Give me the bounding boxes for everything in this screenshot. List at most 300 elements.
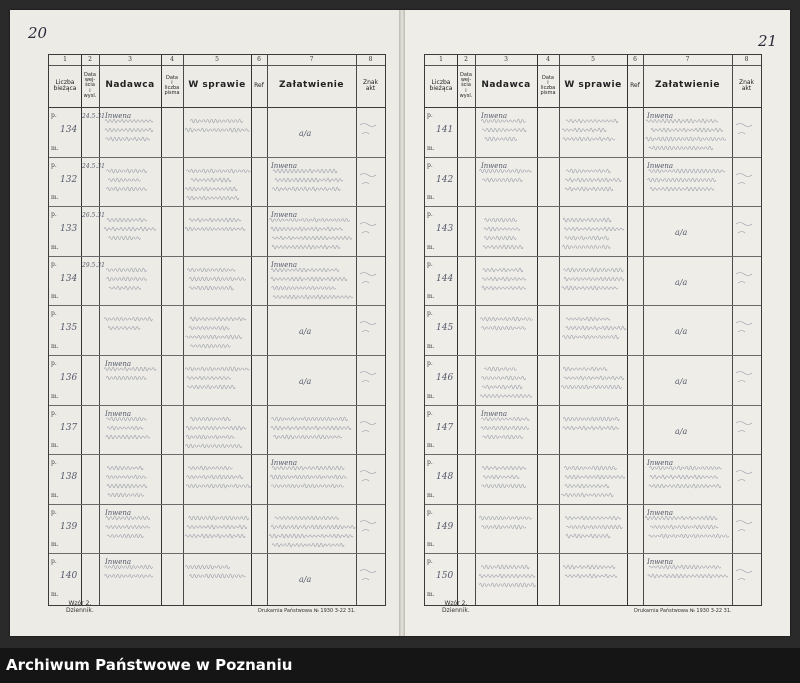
column-number: 1 <box>425 55 457 66</box>
form-wzor-left <box>66 601 94 614</box>
register-table-left <box>48 54 386 606</box>
handwriting-stroke <box>186 484 250 488</box>
table-row <box>425 454 761 504</box>
row-m-mark: m. <box>427 342 435 350</box>
handwriting-stroke <box>566 317 610 321</box>
column-header-zalatwienie: Załatwienie <box>655 80 720 91</box>
column-number: 8 <box>732 55 761 66</box>
row-zalatwienie: a/a <box>299 327 312 337</box>
handwriting-stroke <box>651 128 723 132</box>
column-number: 6 <box>251 55 267 66</box>
handwriting-stroke <box>482 525 526 529</box>
row-m-mark: m. <box>427 541 435 549</box>
handwriting-stroke <box>736 471 752 482</box>
column-number: 8 <box>356 55 385 66</box>
handwriting-stroke <box>650 187 714 191</box>
handwriting-stroke <box>649 534 729 538</box>
handwriting-stroke <box>186 444 242 448</box>
column-header-zalatwienie: Załatwienie <box>279 80 344 91</box>
handwriting-stroke <box>563 426 619 430</box>
column-header-data-wyjscia: Data wej- ścia i wysl. <box>459 71 473 99</box>
handwriting-stroke <box>480 516 532 520</box>
handwriting-stroke <box>484 236 516 240</box>
table-row <box>49 107 385 157</box>
handwriting-stroke <box>107 466 143 470</box>
handwriting-stroke <box>565 516 621 520</box>
handwriting-stroke <box>106 525 150 529</box>
handwriting-stroke <box>106 268 146 272</box>
page-number-left: 20 <box>28 24 48 42</box>
handwriting-scribble <box>49 405 385 455</box>
table-row <box>49 305 385 355</box>
handwriting-stroke <box>272 286 336 290</box>
row-number: 136 <box>60 373 78 383</box>
row-p-mark: p. <box>427 508 433 516</box>
handwriting-stroke <box>109 286 141 290</box>
handwriting-scribble <box>425 454 761 504</box>
row-p-mark: p. <box>427 409 433 417</box>
handwriting-stroke <box>187 525 247 529</box>
row-p-mark: p. <box>51 161 57 169</box>
handwriting-scribble <box>49 355 385 405</box>
row-number: 141 <box>436 125 454 135</box>
handwriting-stroke <box>107 534 143 538</box>
row-number: 148 <box>436 472 454 483</box>
handwriting-stroke <box>736 322 752 333</box>
handwriting-scribble <box>425 405 761 455</box>
handwriting-stroke <box>274 435 342 439</box>
row-zalatwienie: Inwena <box>271 211 298 220</box>
row-zalatwienie: a/a <box>675 377 688 386</box>
table-row <box>425 504 761 554</box>
column-header-data-wyjscia: Data wej- ścia i wysl. <box>83 71 97 99</box>
handwriting-stroke <box>188 466 232 470</box>
row-m-mark: m. <box>427 491 435 499</box>
handwriting-stroke <box>189 574 245 578</box>
handwriting-stroke <box>561 493 613 497</box>
handwriting-stroke <box>275 516 339 520</box>
handwriting-stroke <box>564 227 624 231</box>
handwriting-stroke <box>191 119 243 123</box>
handwriting-stroke <box>185 534 245 538</box>
handwriting-stroke <box>187 196 239 200</box>
table-row <box>49 454 385 504</box>
handwriting-stroke <box>564 376 624 380</box>
row-p-mark: p. <box>51 459 57 467</box>
handwriting-stroke <box>480 394 532 397</box>
handwriting-stroke <box>650 525 718 529</box>
row-date: 29.5.31 <box>82 261 105 269</box>
row-number: 134 <box>60 273 78 284</box>
row-p-mark: p. <box>427 459 433 467</box>
table-row <box>49 504 385 554</box>
handwriting-scribble <box>49 504 385 554</box>
form-dziennik-text: Dziennik. <box>442 606 470 614</box>
table-row <box>49 256 385 306</box>
row-p-mark: p. <box>427 161 433 169</box>
handwriting-stroke <box>482 128 526 132</box>
handwriting-stroke <box>272 187 340 191</box>
handwriting-stroke <box>190 417 230 421</box>
handwriting-stroke <box>736 421 752 432</box>
handwriting-stroke <box>482 178 522 182</box>
handwriting-stroke <box>185 367 249 371</box>
column-number: 1 <box>49 55 81 66</box>
row-number: 135 <box>60 323 78 334</box>
form-dziennik-text: Dziennik. <box>66 606 94 614</box>
row-zalatwienie: a/a <box>299 377 312 386</box>
handwriting-stroke <box>562 128 606 132</box>
row-p-mark: p. <box>51 211 57 219</box>
row-nadawca: Inwena <box>105 409 132 418</box>
handwriting-stroke <box>360 471 376 482</box>
row-number: 149 <box>436 521 454 532</box>
handwriting-scribble <box>425 504 761 554</box>
handwriting-stroke <box>360 372 376 383</box>
table-row <box>49 206 385 256</box>
handwriting-stroke <box>483 268 523 272</box>
table-row <box>49 355 385 405</box>
handwriting-stroke <box>563 367 607 371</box>
row-nadawca: Inwena <box>105 558 132 567</box>
handwriting-stroke <box>565 574 617 578</box>
handwriting-stroke <box>271 525 355 529</box>
handwriting-stroke <box>561 385 621 389</box>
table-row <box>425 256 761 306</box>
handwriting-stroke <box>189 326 229 330</box>
handwriting-stroke <box>190 317 246 321</box>
column-number: 3 <box>99 55 161 66</box>
handwriting-stroke <box>649 146 713 150</box>
handwriting-stroke <box>482 376 526 380</box>
handwriting-stroke <box>187 475 243 479</box>
row-number: 147 <box>436 422 454 433</box>
column-header-w-sprawie: W sprawie <box>188 80 246 91</box>
row-nadawca: Inwena <box>481 161 508 170</box>
handwriting-stroke <box>566 119 618 123</box>
handwriting-stroke <box>479 575 535 579</box>
handwriting-stroke <box>105 575 153 579</box>
row-m-mark: m. <box>427 590 435 598</box>
table-row <box>425 305 761 355</box>
row-zalatwienie: a/a <box>299 575 312 585</box>
row-zalatwienie: a/a <box>299 129 312 138</box>
row-m-mark: m. <box>51 243 59 251</box>
handwriting-stroke <box>185 565 229 569</box>
handwriting-stroke <box>736 272 752 283</box>
archive-label: Archiwum Państwowe w Poznaniu <box>6 656 293 674</box>
table-row <box>49 157 385 207</box>
handwriting-stroke <box>563 335 619 339</box>
handwriting-stroke <box>566 326 626 330</box>
handwriting-stroke <box>185 128 249 132</box>
column-header-ref: Ref <box>254 81 264 89</box>
row-number: 137 <box>60 422 78 433</box>
form-wzor-text: Wzór 2. <box>68 600 92 607</box>
column-header-liczba-biezaca: Liczba bieżąca <box>53 78 77 92</box>
handwriting-stroke <box>104 227 156 231</box>
handwriting-stroke <box>360 272 376 283</box>
handwriting-stroke <box>186 435 234 439</box>
handwriting-stroke <box>272 417 348 421</box>
handwriting-stroke <box>271 484 343 488</box>
row-date: 24.5.31 <box>82 113 105 120</box>
handwriting-stroke <box>562 286 618 290</box>
printer-note-left: Drukarnia Państwowa № 1930 3-22 31. <box>258 608 356 614</box>
handwriting-stroke <box>187 376 231 379</box>
row-number: 145 <box>436 323 454 334</box>
handwriting-stroke <box>109 236 141 240</box>
row-zalatwienie: a/a <box>675 426 688 436</box>
handwriting-scribble <box>425 553 761 603</box>
handwriting-stroke <box>271 277 347 281</box>
column-number: 2 <box>81 55 99 66</box>
row-m-mark: m. <box>51 342 59 350</box>
handwriting-stroke <box>106 435 150 439</box>
column-number: 4 <box>161 55 183 66</box>
row-nadawca: Inwena <box>105 508 132 517</box>
column-number: 4 <box>537 55 559 66</box>
handwriting-stroke <box>105 128 153 132</box>
row-number: 150 <box>436 571 454 582</box>
row-m-mark: m. <box>427 144 435 152</box>
handwriting-stroke <box>482 466 526 469</box>
register-table-right <box>424 54 762 606</box>
handwriting-stroke <box>484 227 520 231</box>
form-wzor-right <box>442 601 470 614</box>
handwriting-stroke <box>360 223 376 234</box>
handwriting-stroke <box>107 426 143 430</box>
handwriting-stroke <box>186 335 242 339</box>
table-row <box>425 107 761 157</box>
handwriting-stroke <box>565 475 625 479</box>
handwriting-stroke <box>189 277 245 281</box>
column-number: 3 <box>475 55 537 66</box>
book-gutter <box>399 10 405 636</box>
column-number: 5 <box>183 55 251 66</box>
table-row <box>425 405 761 455</box>
handwriting-stroke <box>483 245 523 249</box>
left-page <box>10 10 402 636</box>
row-number: 139 <box>60 521 78 532</box>
row-m-mark: m. <box>427 392 435 400</box>
handwriting-stroke <box>108 178 140 182</box>
row-m-mark: m. <box>427 442 435 450</box>
handwriting-stroke <box>107 484 147 488</box>
row-zalatwienie: Inwena <box>647 459 674 468</box>
column-header-znak-akt: Znak akt <box>738 78 755 92</box>
handwriting-stroke <box>484 367 516 371</box>
row-number: 134 <box>60 125 78 135</box>
handwriting-stroke <box>736 223 752 234</box>
handwriting-stroke <box>360 173 376 184</box>
handwriting-stroke <box>563 268 623 272</box>
row-number: 146 <box>436 373 454 383</box>
handwriting-scribble <box>425 157 761 207</box>
row-m-mark: m. <box>427 243 435 251</box>
handwriting-stroke <box>480 317 532 321</box>
handwriting-stroke <box>479 583 535 587</box>
row-m-mark: m. <box>51 541 59 549</box>
handwriting-stroke <box>186 169 250 173</box>
column-header-w-sprawie: W sprawie <box>564 80 622 91</box>
column-number: 7 <box>267 55 356 66</box>
row-p-mark: p. <box>51 112 57 119</box>
handwriting-stroke <box>482 286 526 290</box>
handwriting-stroke <box>191 178 231 182</box>
archive-footer-bar <box>0 648 800 683</box>
handwriting-stroke <box>565 484 609 488</box>
row-p-mark: p. <box>427 558 433 566</box>
handwriting-stroke <box>104 317 152 321</box>
row-date: 26.5.31 <box>82 212 105 220</box>
handwriting-stroke <box>736 372 752 383</box>
handwriting-stroke <box>360 322 376 333</box>
row-nadawca: Inwena <box>105 360 132 368</box>
row-p-mark: p. <box>427 310 433 318</box>
handwriting-stroke <box>106 475 146 479</box>
handwriting-stroke <box>482 327 526 331</box>
handwriting-scribble <box>425 206 761 256</box>
handwriting-scribble <box>425 256 761 306</box>
column-header-nadawca: Nadawca <box>481 80 531 91</box>
handwriting-stroke <box>272 236 352 239</box>
handwriting-stroke <box>736 124 752 135</box>
row-m-mark: m. <box>51 392 59 400</box>
handwriting-stroke <box>736 520 752 531</box>
handwriting-stroke <box>272 245 340 249</box>
handwriting-stroke <box>649 484 721 488</box>
column-header-data-liczba-pisma: Data i liczba pisma <box>540 74 556 97</box>
handwriting-stroke <box>566 525 622 529</box>
column-number: 2 <box>457 55 475 66</box>
column-header-liczba-biezaca: Liczba bieżąca <box>429 78 453 92</box>
handwriting-stroke <box>650 475 718 479</box>
handwriting-stroke <box>271 227 343 231</box>
row-p-mark: p. <box>51 360 57 367</box>
row-p-mark: p. <box>51 310 57 318</box>
row-p-mark: p. <box>51 508 57 516</box>
row-zalatwienie: Inwena <box>271 260 298 269</box>
handwriting-stroke <box>485 137 517 141</box>
row-zalatwienie: a/a <box>675 228 688 238</box>
row-zalatwienie: Inwena <box>271 161 298 170</box>
row-zalatwienie: Inwena <box>647 508 674 517</box>
handwriting-stroke <box>107 187 147 191</box>
handwriting-scribble <box>425 107 761 157</box>
row-nadawca: Inwena <box>481 112 508 120</box>
right-page <box>402 10 790 636</box>
row-m-mark: m. <box>427 194 435 202</box>
table-row <box>425 355 761 405</box>
handwriting-stroke <box>482 484 526 488</box>
column-number: 7 <box>643 55 732 66</box>
row-p-mark: p. <box>51 260 57 268</box>
handwriting-stroke <box>360 520 376 531</box>
handwriting-stroke <box>563 137 615 141</box>
handwriting-scribble <box>425 355 761 405</box>
table-row <box>425 157 761 207</box>
handwriting-stroke <box>185 227 245 231</box>
handwriting-scribble <box>49 553 385 603</box>
row-zalatwienie: Inwena <box>647 161 674 170</box>
handwriting-stroke <box>185 187 237 191</box>
handwriting-stroke <box>189 516 249 520</box>
handwriting-stroke <box>360 421 376 432</box>
row-number: 140 <box>60 571 78 582</box>
row-m-mark: m. <box>51 442 59 450</box>
handwriting-stroke <box>648 178 716 182</box>
table-row <box>425 553 761 603</box>
handwriting-stroke <box>483 435 523 439</box>
handwriting-stroke <box>189 218 241 222</box>
row-number: 133 <box>60 224 78 235</box>
handwriting-stroke <box>565 236 609 240</box>
table-row <box>425 206 761 256</box>
row-zalatwienie: Inwena <box>647 112 674 120</box>
row-number: 144 <box>436 273 454 284</box>
row-p-mark: p. <box>427 260 433 268</box>
column-header-data-liczba-pisma: Data i liczba pisma <box>164 74 180 97</box>
handwriting-scribble <box>425 305 761 355</box>
row-number: 138 <box>60 472 78 483</box>
row-zalatwienie: Inwena <box>647 558 674 567</box>
row-zalatwienie: a/a <box>675 327 688 337</box>
handwriting-stroke <box>269 534 353 538</box>
handwriting-stroke <box>566 169 610 173</box>
handwriting-stroke <box>563 565 615 569</box>
column-header-znak-akt: Znak akt <box>362 78 379 92</box>
column-number: 5 <box>559 55 627 66</box>
handwriting-stroke <box>482 277 526 281</box>
row-p-mark: p. <box>427 211 433 219</box>
row-m-mark: m. <box>51 590 59 598</box>
row-nadawca: Inwena <box>105 112 132 120</box>
row-zalatwienie: Inwena <box>271 459 298 468</box>
form-wzor-text: Wzór 2. <box>444 600 468 607</box>
row-nadawca: Inwena <box>481 409 508 418</box>
handwriting-stroke <box>736 570 752 581</box>
handwriting-stroke <box>565 187 613 191</box>
handwriting-stroke <box>186 426 246 430</box>
column-number: 6 <box>627 55 643 66</box>
handwriting-stroke <box>736 173 752 184</box>
row-p-mark: p. <box>427 360 433 367</box>
handwriting-stroke <box>565 178 621 182</box>
handwriting-stroke <box>272 543 344 547</box>
handwriting-stroke <box>107 277 147 281</box>
handwriting-scribble <box>49 305 385 355</box>
table-row <box>49 553 385 603</box>
handwriting-stroke <box>190 345 230 348</box>
row-zalatwienie: a/a <box>675 277 688 287</box>
handwriting-stroke <box>108 327 140 330</box>
handwriting-stroke <box>107 169 147 173</box>
column-header-nadawca: Nadawca <box>105 80 155 91</box>
handwriting-stroke <box>482 385 522 389</box>
row-m-mark: m. <box>51 491 59 499</box>
handwriting-stroke <box>187 385 235 389</box>
handwriting-stroke <box>481 565 529 569</box>
row-m-mark: m. <box>51 144 59 152</box>
handwriting-stroke <box>563 417 619 421</box>
row-date: 24.5.31 <box>82 162 105 170</box>
handwriting-stroke <box>563 218 611 222</box>
handwriting-stroke <box>483 475 519 479</box>
row-m-mark: m. <box>51 293 59 301</box>
handwriting-stroke <box>189 286 233 290</box>
row-number: 132 <box>60 174 78 185</box>
